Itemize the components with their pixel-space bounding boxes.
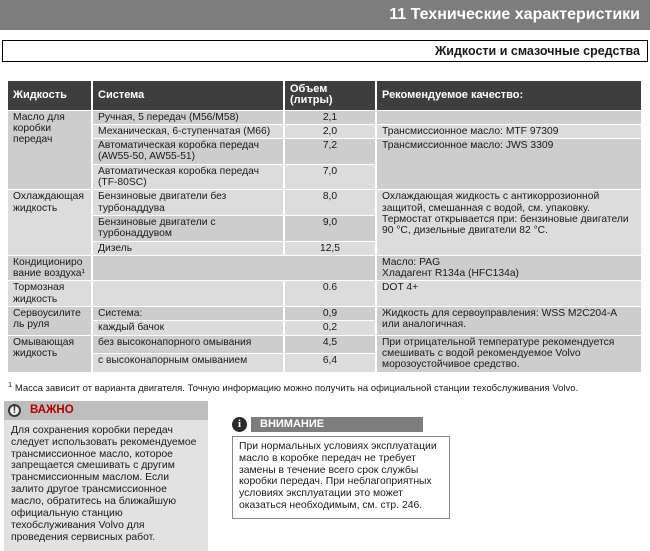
cell-quality: Масло: PAG Хладагент R134a (HFC134a) (376, 255, 642, 281)
exclamation-icon: ! (8, 404, 21, 417)
footnote (8, 380, 650, 394)
cell-system: Автоматическая коробка передач (TF-80SC) (92, 164, 284, 190)
footnote-text: Масса зависит от варианта двигателя. Точную информацию можно получить на официальной станции техобслуживания Volvo. (14, 382, 579, 394)
col-header-quality: Рекомендуемое качество: (376, 81, 642, 110)
col-header-system: Система (92, 81, 284, 110)
cell-system (92, 255, 376, 281)
table-row (8, 139, 642, 165)
table-row (8, 190, 642, 216)
note-callout-title: ВНИМАНИЕ (251, 417, 423, 432)
cell-volume: 7,2 (284, 139, 376, 165)
section-title: Жидкости и смазочные средства (2, 40, 648, 62)
chapter-banner: 11 Технические характеристики (0, 0, 650, 30)
table-row (8, 281, 642, 307)
cell-system: с высоконапорным омыванием (92, 354, 284, 372)
cell-volume: 0,2 (284, 321, 376, 335)
cell-volume: 0,9 (284, 307, 376, 321)
table-header-row (8, 81, 642, 110)
cell-quality: Охлаждающая жидкость с антикоррозионной защитой, смешанная с водой, см. упаковку. Термостат открывается при: бензиновые двигатели 90 °C, дизельные двигатели 82 °C. (376, 190, 642, 255)
cell-system: Бензиновые двигатели с турбонаддувом (92, 215, 284, 241)
fluids-table (8, 81, 643, 373)
cell-fluid-gearbox-oil: Масло для коробки передач (8, 110, 92, 190)
table-row (8, 335, 642, 353)
cell-volume: 6,4 (284, 354, 376, 372)
cell-quality: DOT 4+ (376, 281, 642, 307)
cell-system: Механическая, 6-ступенчатая (M66) (92, 124, 284, 138)
cell-quality (376, 110, 642, 124)
cell-system: Дизель (92, 241, 284, 255)
cell-quality: Жидкость для сервоуправления: WSS M2C204-A или аналогичная. (376, 307, 642, 336)
cell-system: Автоматическая коробка передач (AW55-50, AW55-51) (92, 139, 284, 165)
cell-system: без высоконапорного омывания (92, 335, 284, 353)
cell-fluid-power-steering: Сервоусилитель руля (8, 307, 92, 336)
cell-quality: Трансмиссионное масло: JWS 3309 (376, 139, 642, 190)
important-callout-body: Для сохранения коробки передач следует использовать рекомендуемое трансмиссионное масло, которое запрещается смешивать с другим трансмиссионным маслом. Если залито другое трансмиссионное масло, обратитесь на ближайшую официальную станцию техобслуживания Volvo для проведения сервисных работ. (4, 420, 208, 551)
cell-quality: При отрицательной температуре рекомендуется смешивать с водой рекомендуемое Volvo морозоустойчивое средство. (376, 335, 642, 372)
table-row (8, 255, 642, 281)
note-callout-header (232, 417, 450, 433)
col-header-fluid: Жидкость (8, 81, 92, 110)
callout-boxes (4, 401, 650, 551)
cell-volume: 4,5 (284, 335, 376, 353)
cell-system (92, 281, 284, 307)
footnote-marker: 1 (8, 379, 13, 389)
cell-volume: 8,0 (284, 190, 376, 216)
important-callout (4, 401, 208, 551)
cell-fluid-coolant: Охлаждающая жидкость (8, 190, 92, 255)
important-callout-title: ВАЖНО (30, 404, 74, 417)
cell-fluid-brake-fluid: Тормозная жидкость (8, 281, 92, 307)
cell-fluid-washer-fluid: Омывающая жидкость (8, 335, 92, 372)
cell-volume: 0.6 (284, 281, 376, 307)
info-icon: i (232, 417, 247, 432)
important-callout-header (4, 401, 208, 420)
cell-system: Система: (92, 307, 284, 321)
cell-volume: 7,0 (284, 164, 376, 190)
table-row (8, 110, 642, 124)
cell-fluid-air-conditioning: Кондиционирование воздуха¹ (8, 255, 92, 281)
cell-volume: 2,1 (284, 110, 376, 124)
cell-system: каждый бачок (92, 321, 284, 335)
table-row (8, 124, 642, 138)
cell-quality: Трансмиссионное масло: MTF 97309 (376, 124, 642, 138)
cell-volume: 12,5 (284, 241, 376, 255)
cell-system: Бензиновые двигатели без турбонаддува (92, 190, 284, 216)
cell-system: Ручная, 5 передач (M56/M58) (92, 110, 284, 124)
col-header-volume: Объем (литры) (284, 81, 376, 110)
table-row (8, 307, 642, 321)
cell-volume: 2,0 (284, 124, 376, 138)
cell-volume: 9,0 (284, 215, 376, 241)
note-callout (232, 417, 450, 519)
note-callout-body: При нормальных условиях эксплуатации масло в коробке передач не требует замены в течение всего срок службы коробки передач. При неблагоприятных условиях эксплуатации это может оказаться необходимым, см. стр. 246. (232, 436, 450, 519)
